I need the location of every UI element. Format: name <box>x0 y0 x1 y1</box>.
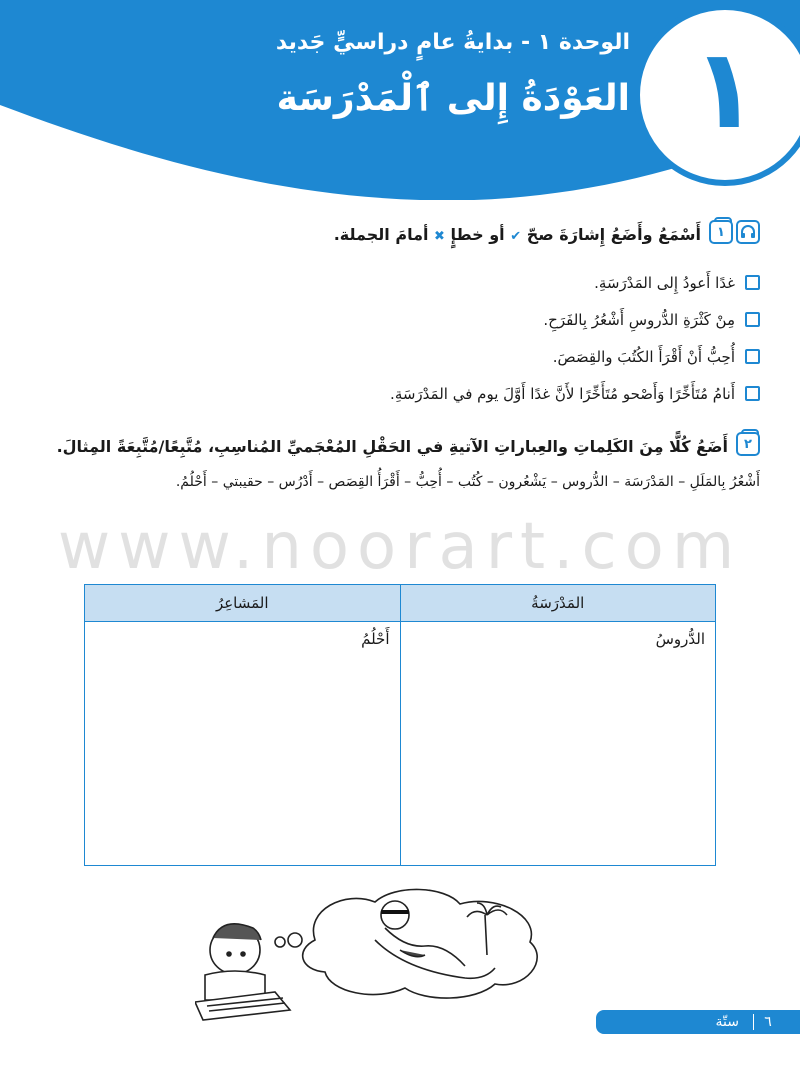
dream-cloud <box>303 889 538 998</box>
list-item <box>40 375 760 412</box>
exercise-2-number: ٢ <box>744 436 752 452</box>
instruction-part-b: أو خطإٍ <box>450 225 505 244</box>
statement-text: أُحِبُّ أَنْ أَقْرَأَ الكُتُبَ والقِصَصَ. <box>552 347 735 366</box>
unit-header <box>0 0 800 200</box>
exercise-2 <box>40 430 760 494</box>
example-word: أَحْلُمُ <box>361 630 390 648</box>
list-item <box>40 338 760 375</box>
table-header-row <box>85 585 716 622</box>
column-header-school: المَدْرَسَةُ <box>400 585 716 622</box>
cell-school[interactable] <box>400 622 716 866</box>
checkbox[interactable] <box>745 312 760 327</box>
unit-label: الوحدة ١ - بدايةُ عامٍ دراسيٍّ جَديد <box>275 30 630 55</box>
exercise-1-icons <box>709 220 760 244</box>
statement-text: مِنْ كَثْرَةِ الدُّروسِ أَشْعُرُ بِالفَرَحِ. <box>543 310 735 329</box>
daydreaming-boy-illustration <box>195 880 555 1030</box>
exercise-1 <box>40 218 760 412</box>
page-number-word: ستّة <box>715 1014 739 1030</box>
exercise-2-header <box>40 430 760 464</box>
page-footer <box>596 1010 800 1034</box>
checkbox[interactable] <box>745 386 760 401</box>
instruction-part-c: أمامَ الجملة. <box>333 225 429 244</box>
statement-text: غدًا أَعودُ إِلى المَدْرَسَةِ. <box>594 273 735 292</box>
checkbox[interactable] <box>745 275 760 290</box>
table-row <box>85 622 716 866</box>
headphones-icon <box>736 220 760 244</box>
exercise-2-instruction: أَضَعُ كُلًّا مِنَ الكَلِماتِ والعِباراتِ الآتيةِ في الحَقْلِ المُعْجَميِّ المُناسِبِ، مُتَّبِعًا/مُتَّبِعَةً المِثالَ. <box>56 437 728 456</box>
example-word: الدُّروسُ <box>655 630 705 648</box>
lexical-field-table <box>84 584 716 866</box>
list-item <box>40 264 760 301</box>
column-header-feelings: المَشاعِرُ <box>85 585 401 622</box>
page-number: ٦ <box>753 1014 782 1030</box>
instruction-part-a: أَسْمَعُ وأَضَعُ إِشارَةَ صحّ <box>526 225 701 244</box>
statement-list <box>40 264 760 412</box>
book-icon <box>709 220 733 244</box>
exercise-1-number: ١ <box>717 224 725 240</box>
lesson-title: العَوْدَةُ إِلى ٱلْمَدْرَسَة <box>276 78 630 119</box>
exercise-2-icons <box>736 432 760 456</box>
cross-icon: ✖ <box>434 229 445 244</box>
cell-feelings[interactable] <box>85 622 401 866</box>
word-bank: أَشْعُرُ بِالمَلَلِ – المَدْرَسَة – الدُّروس – يَشْعُرون – كُتُب – أُحِبُّ – أَقْرَأُ القِصَص – أَدْرُس – حقيبتي – أَحْلُمُ. <box>175 474 760 490</box>
book-icon <box>736 432 760 456</box>
watermark: www.noorart.com <box>57 510 743 584</box>
checkbox[interactable] <box>745 349 760 364</box>
exercise-1-header <box>40 218 760 254</box>
list-item <box>40 301 760 338</box>
exercise-1-instruction <box>334 218 701 254</box>
tick-icon: ✔ <box>510 229 522 244</box>
statement-text: أَنامُ مُتَأَخِّرًا وَأَصْحو مُتَأَخِّرًا لأَنَّ غدًا أَوَّلَ يوم في المَدْرَسَةِ. <box>390 384 735 403</box>
unit-number: ١ <box>691 25 759 153</box>
